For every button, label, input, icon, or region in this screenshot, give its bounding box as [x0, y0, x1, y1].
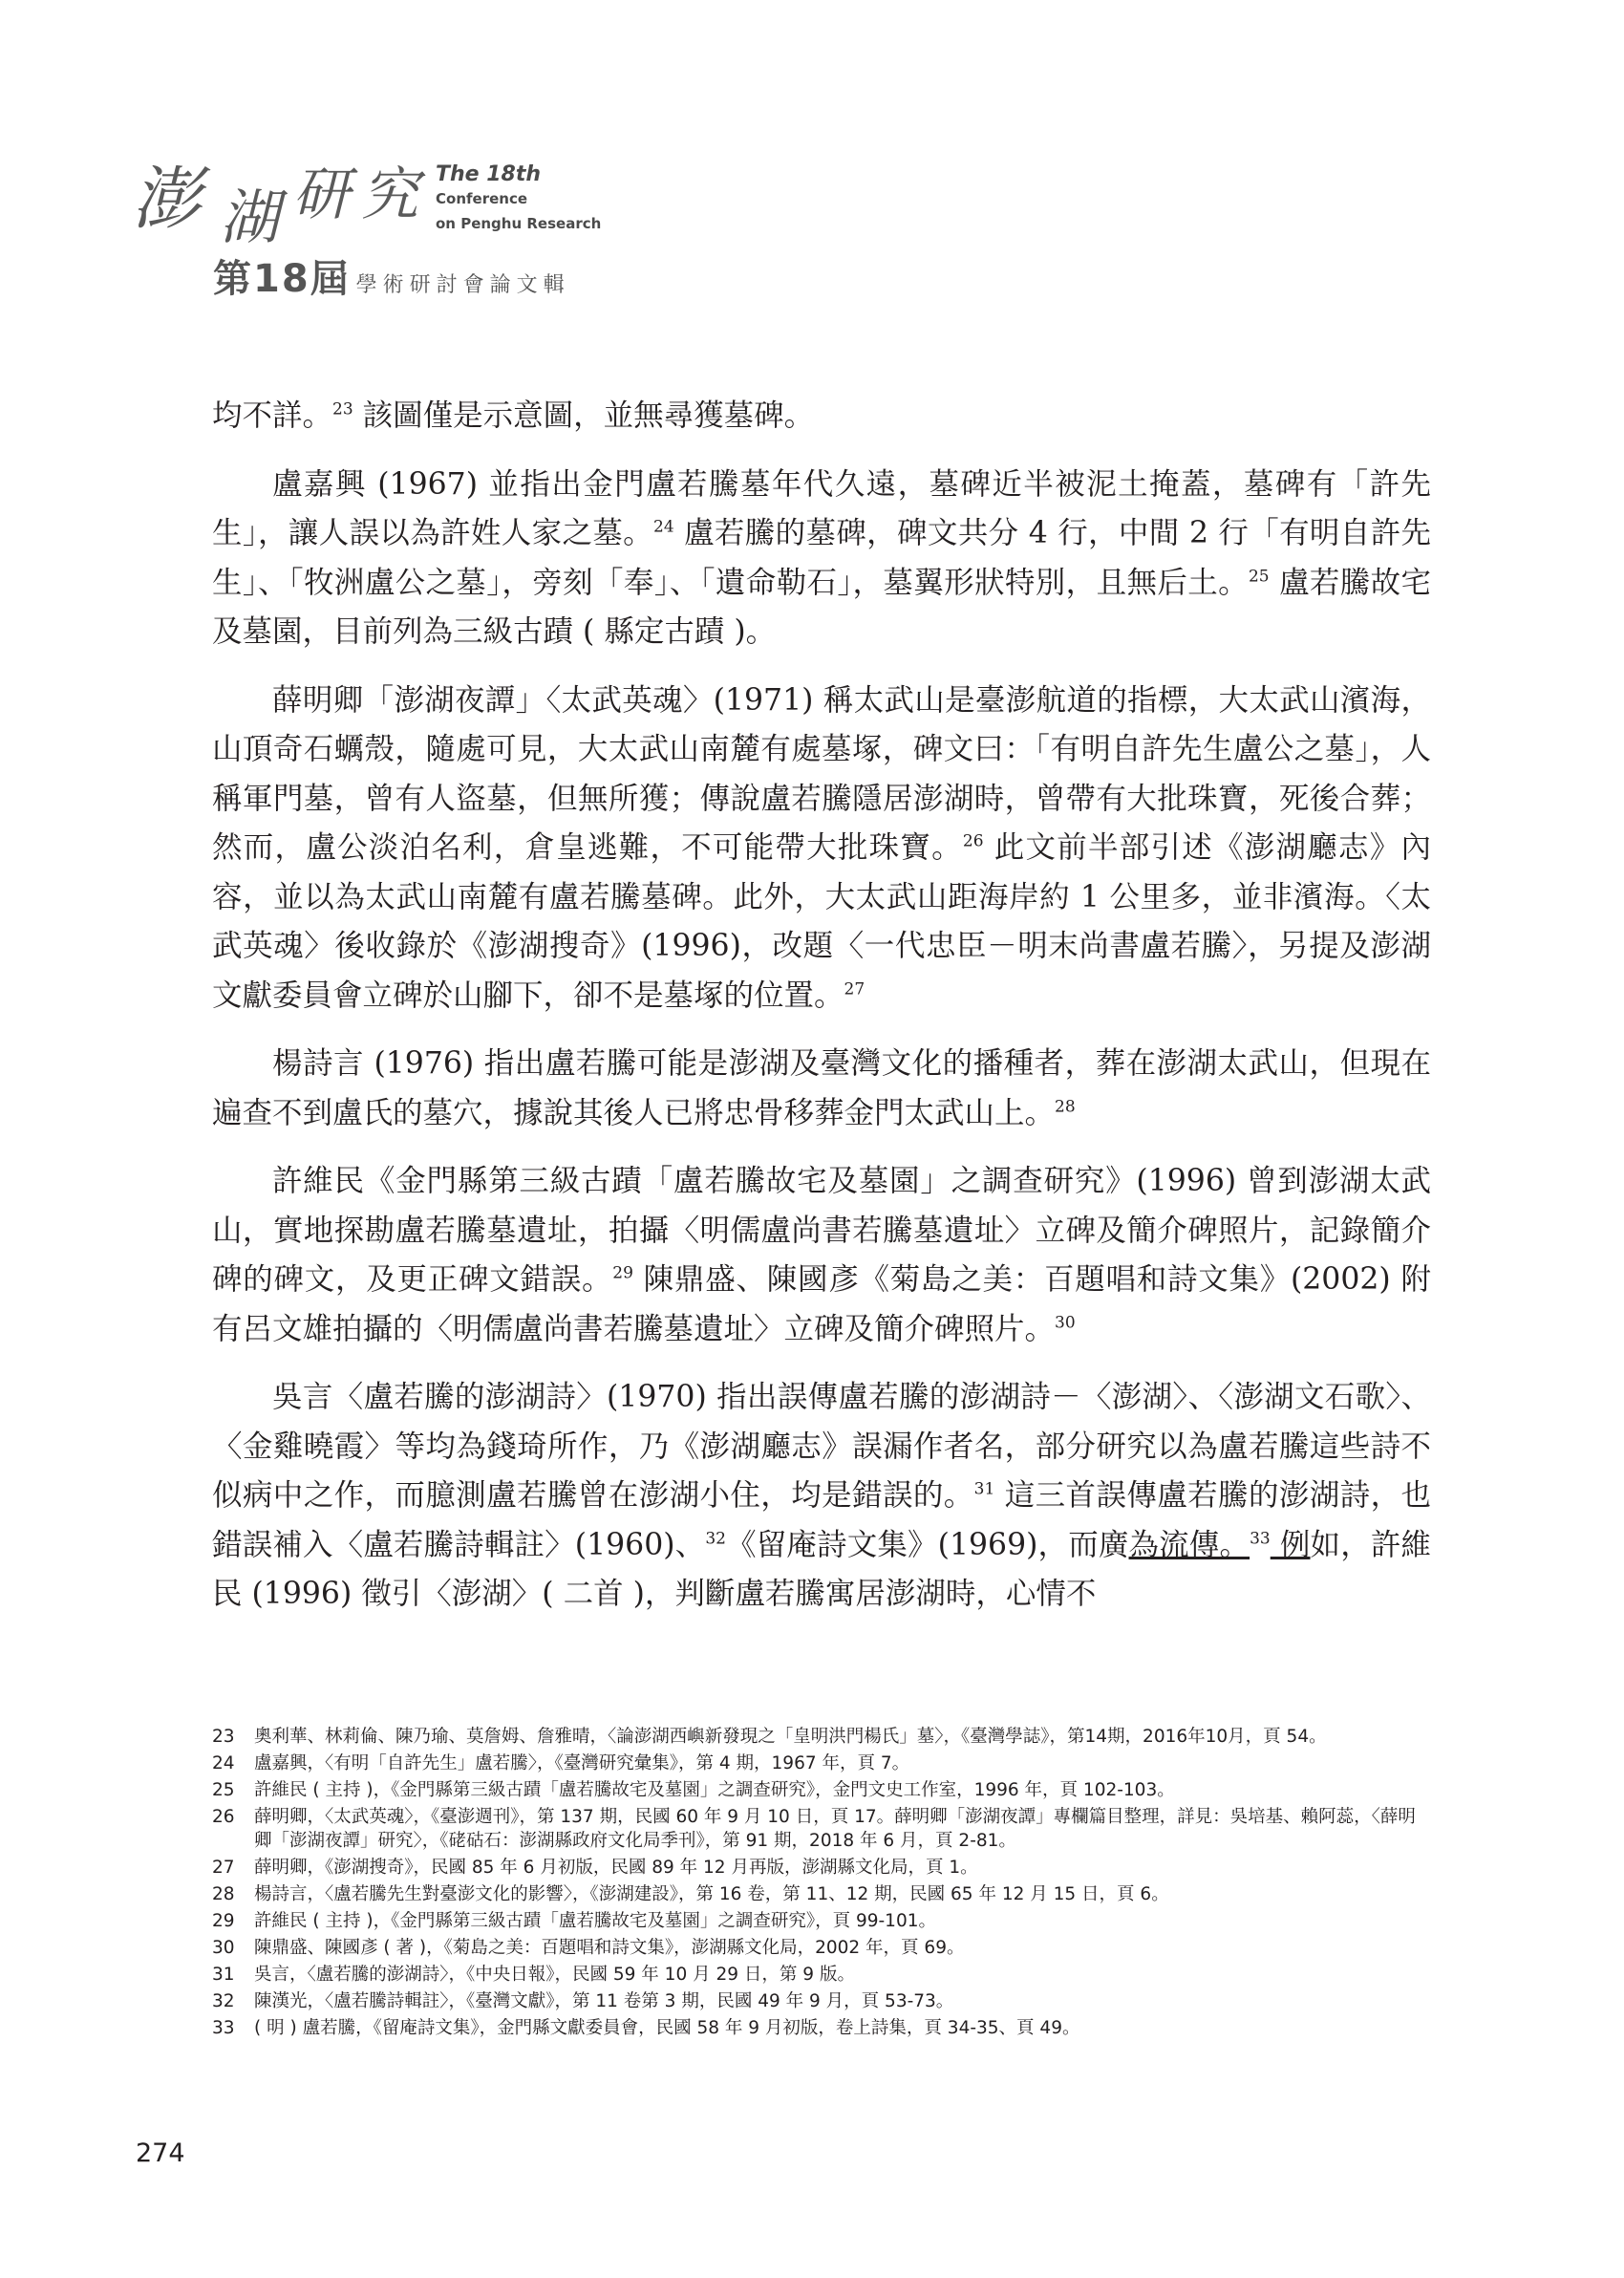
text-run: 薛明卿「澎湖夜譚」〈太武英魂〉(1971) 稱太武山是臺澎航道的指標，大太武山濱海，山頂奇石蠣殼，隨處可見，大太武山南麓有處墓塚，碑文曰：「有明自許先生盧公之墓」，人稱軍門墓，曾有人盜墓，但無所獲；傳說盧若騰隱居澎湖時，曾帶有大批珠寶，死後合葬；然而，盧公淡泊名利，倉皇逃難，不可能帶大批珠寶。	[212, 682, 1431, 865]
footnote-number: 27	[212, 1858, 235, 1878]
footnote-number: 25	[212, 1780, 235, 1800]
text-run: 陳鼎盛、陳國彥《菊島之美：百題唱和詩文集》(2002) 附有呂文雄拍攝的〈明儒盧尚書若騰墓遺址〉立碑及簡介碑照片。	[212, 1262, 1431, 1346]
footnotes-section	[212, 1725, 1431, 2043]
text-run: 盧嘉興 (1967) 並指出金門盧若騰墓年代久遠，墓碑近半被泥土掩蓋，墓碑有「許先生」，讓人誤以為許姓人家之墓。	[212, 466, 1431, 550]
footnote-number: 33	[212, 2018, 235, 2038]
footnote	[212, 1751, 1431, 1775]
text-run: 《留庵詩文集》(1969)，而廣	[725, 1527, 1129, 1562]
footnote-number: 32	[212, 1991, 235, 2011]
page-header	[132, 122, 629, 301]
main-body-text	[212, 392, 1431, 1639]
footnote-number: 29	[212, 1911, 235, 1931]
body-paragraph	[212, 392, 1431, 441]
text-run: 這三首誤傳盧若騰的澎湖詩，也錯誤補入〈盧若騰詩輯註〉(1960)、	[212, 1478, 1431, 1562]
page-number: 274	[136, 2138, 185, 2168]
text-run: 該圖僅是示意圖，並無尋獲墓碑。	[353, 398, 815, 433]
footnote-text: 許維民 ( 主持 )，《金門縣第三級古蹟「盧若騰故宅及墓園」之調查研究》，金門文史工作室，1996 年，頁 102-103。	[254, 1780, 1175, 1800]
footnote-ref: 26	[962, 831, 984, 851]
footnote-text: 薛明卿，〈太武英魂〉，《臺澎週刊》，第 137 期，民國 60 年 9 月 10 日，頁 17。薛明卿「澎湖夜譚」專欄篇目整理，詳見：吳培基、賴阿蕊，〈薛明卿「澎湖夜譚」研究〉，《硓𥑮石：澎湖縣政府文化局季刊》，第 91 期，2018 年 6 月，頁 2-81。	[254, 1807, 1416, 1851]
footnote	[212, 1882, 1431, 1906]
footnote-ref: 33	[1250, 1529, 1271, 1548]
footnote-text: 盧嘉興，〈有明「自許先生」盧若騰〉，《臺灣研究彙集》，第 4 期，1967 年，頁 7。	[254, 1753, 910, 1773]
footnote-number: 28	[212, 1884, 235, 1904]
footnote-text: 楊詩言，〈盧若騰先生對臺澎文化的影響〉，《澎湖建設》，第 16 卷，第 11、12 期，民國 65 年 12 月 15 日，頁 6。	[254, 1884, 1169, 1904]
title-char: 湖	[220, 183, 280, 252]
conference-line: on Penghu Research	[436, 215, 602, 232]
conference-line: Conference	[436, 190, 528, 207]
footnote-number: 26	[212, 1807, 235, 1827]
footnote	[212, 1856, 1431, 1880]
footnote-ref: 29	[612, 1263, 633, 1283]
conference-english-title	[436, 162, 601, 236]
text-run: 如，許維民 (1996) 徵引〈澎湖〉( 二首 )，判斷盧若騰寓居澎湖時，心情不	[212, 1527, 1431, 1611]
footnote-number: 23	[212, 1727, 235, 1747]
footnote-text: 許維民 ( 主持 )，《金門縣第三級古蹟「盧若騰故宅及墓園」之調查研究》，頁 99-101。	[254, 1911, 936, 1931]
footnote-text: 薛明卿，《澎湖搜奇》，民國 85 年 6 月初版，民國 89 年 12 月再版，澎湖縣文化局，頁 1。	[254, 1858, 978, 1878]
body-paragraph	[212, 1373, 1431, 1620]
footnote	[212, 1909, 1431, 1933]
footnote	[212, 1963, 1431, 1987]
text-run: 許維民《金門縣第三級古蹟「盧若騰故宅及墓園」之調查研究》(1996) 曾到澎湖太武山，實地探勘盧若騰墓遺址，拍攝〈明儒盧尚書若騰墓遺址〉立碑及簡介碑照片，記錄簡介碑的碑文，及更正碑文錯誤。	[212, 1164, 1431, 1297]
conference-edition: The 18th	[436, 162, 542, 186]
footnote-text: ( 明 ) 盧若騰，《留庵詩文集》，金門縣文獻委員會，民國 58 年 9 月初版，卷上詩集，頁 34-35、頁 49。	[254, 2018, 1080, 2038]
footnote-ref: 25	[1248, 567, 1270, 586]
body-paragraph	[212, 461, 1431, 657]
footnote-text: 陳漢光，〈盧若騰詩輯註〉，《臺灣文獻》，第 11 卷第 3 期，民國 49 年 9 月，頁 53-73。	[254, 1991, 954, 2011]
footnote-ref: 32	[705, 1529, 726, 1548]
session-number: 第18屆	[213, 257, 351, 301]
title-char: 研	[292, 161, 350, 228]
footnote-number: 30	[212, 1938, 235, 1958]
footnote-ref: 30	[1055, 1313, 1076, 1332]
footnote-text: 陳鼎盛、陳國彥 ( 著 )，《菊島之美：百題唱和詩文集》，澎湖縣文化局，2002 年，頁 69。	[254, 1938, 965, 1958]
footnote-ref: 23	[332, 399, 353, 419]
proceedings-label: 學術研討會論文輯	[355, 273, 570, 297]
footnote	[212, 1778, 1431, 1802]
footnote-number: 24	[212, 1753, 235, 1773]
title-char: 澎	[132, 159, 202, 239]
body-paragraph	[212, 1157, 1431, 1354]
footnote-ref: 24	[653, 517, 674, 537]
footnote	[212, 1936, 1431, 1960]
text-run: 均不詳。	[212, 398, 333, 433]
footnote	[212, 2016, 1431, 2040]
footnote-ref: 27	[844, 979, 865, 999]
footnote	[212, 1805, 1431, 1853]
footnote-ref: 31	[973, 1479, 995, 1499]
text-run: 盧若騰故宅及墓園，目前列為三級古蹟 ( 縣定古蹟 )。	[212, 565, 1431, 649]
text-run: 吳言〈盧若騰的澎湖詩〉(1970) 指出誤傳盧若騰的澎湖詩－〈澎湖〉、〈澎湖文石歌〉、〈金雞曉霞〉等均為錢琦所作，乃《澎湖廳志》誤漏作者名，部分研究以為盧若騰這些詩不似病中之作，而臆測盧若騰曾在澎湖小住，均是錯誤的。	[212, 1380, 1431, 1513]
footnote	[212, 1725, 1431, 1749]
footnote-number: 31	[212, 1965, 235, 1985]
body-paragraph	[212, 1040, 1431, 1138]
footnote-text: 奧利華、林莉倫、陳乃瑜、莫詹姆、詹雅晴，〈論澎湖西嶼新發現之「皇明洪門楊氏」墓〉，《臺灣學誌》，第14期，2016年10月，頁 54。	[254, 1727, 1327, 1747]
footnote	[212, 1989, 1431, 2013]
underlined-text: 例	[1270, 1527, 1311, 1562]
underlined-text: 為流傳。	[1128, 1527, 1250, 1562]
footnote-ref: 28	[1055, 1097, 1076, 1116]
text-run: 盧若騰的墓碑，碑文共分 4 行，中間 2 行「有明自許先生」、「牧洲盧公之墓」，旁刻「奉」、「遺命勒石」，墓翼形狀特別，且無后土。	[212, 516, 1431, 600]
footnote-text: 吳言，〈盧若騰的澎湖詩〉，《中央日報》，民國 59 年 10 月 29 日，第 9 版。	[254, 1965, 855, 1985]
text-run: 此文前半部引述《澎湖廳志》內容，並以為太武山南麓有盧若騰墓碑。此外，大太武山距海岸約 1 公里多，並非濱海。〈太武英魂〉後收錄於《澎湖搜奇》(1996)，改題〈一代忠臣－明末尚書盧若騰〉，另提及澎湖文獻委員會立碑於山腳下，卻不是墓塚的位置。	[212, 830, 1431, 1013]
title-char: 究	[361, 161, 418, 228]
text-run: 楊詩言 (1976) 指出盧若騰可能是澎湖及臺灣文化的播種者，葬在澎湖太武山，但現在遍查不到盧氏的墓穴，據說其後人已將忠骨移葬金門太武山上。	[212, 1046, 1431, 1130]
body-paragraph	[212, 677, 1431, 1021]
session-label	[213, 248, 570, 303]
